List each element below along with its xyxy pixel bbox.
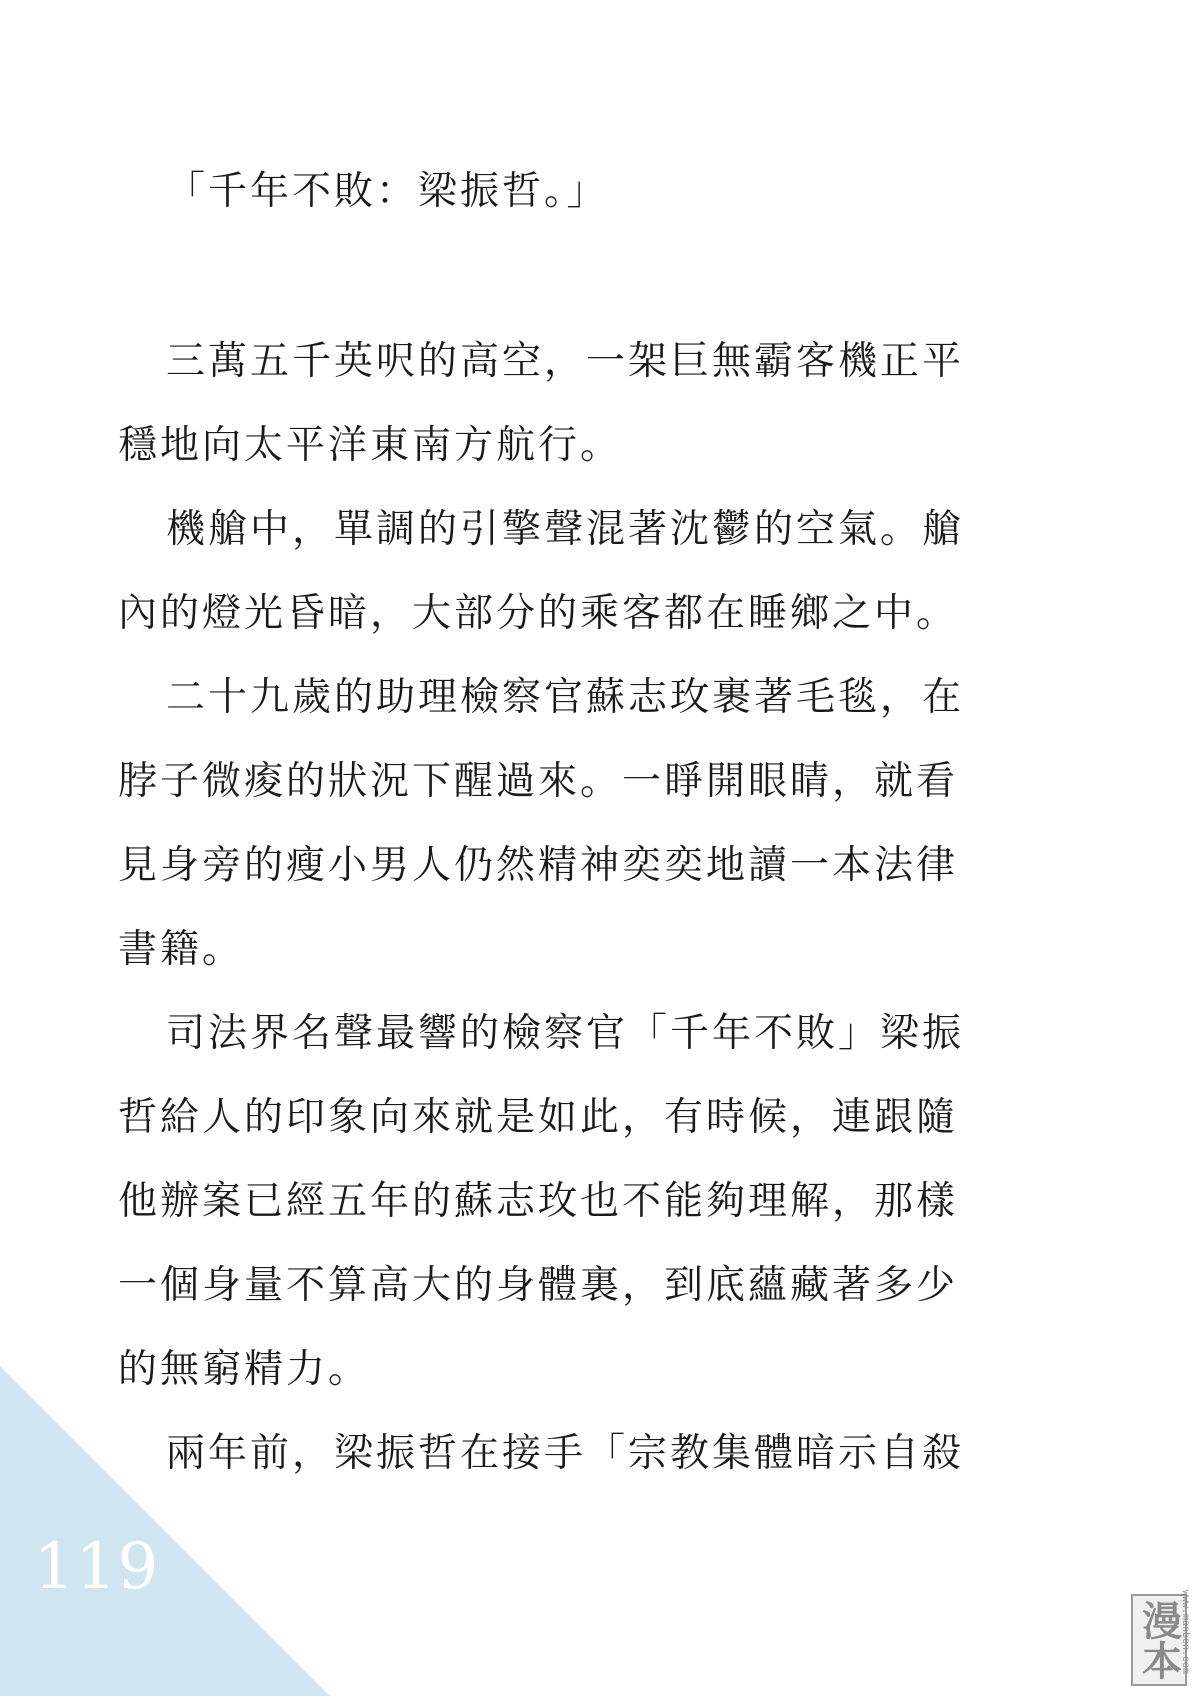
paragraph-gap: [118, 234, 1078, 320]
text-line: 的無窮精力。: [118, 1347, 371, 1392]
text-line: 脖子微痠的狀況下醒過來。一睜開眼睛，就看: [118, 759, 959, 804]
text-line: 司法界名聲最響的檢察官「千年不敗」梁振: [166, 1011, 965, 1056]
text-line: 二十九歲的助理檢察官蘇志玫裹著毛毯，在: [166, 675, 965, 720]
watermark-logo: 漫本: [1131, 1594, 1187, 1686]
text-line: 機艙中，單調的引擎聲混著沈鬱的空氣。艙: [166, 507, 965, 552]
text-line: 書籍。: [118, 927, 245, 972]
text-line: 「千年不敗：梁振哲。」: [166, 169, 609, 214]
text-line: 哲給人的印象向來就是如此，有時候，連跟隨: [118, 1095, 959, 1140]
body-text: [118, 150, 1078, 1496]
text-line: 三萬五千英呎的高空，一架巨無霸客機正平: [166, 339, 965, 384]
watermark: [1128, 1546, 1190, 1686]
page-number: 119: [34, 1530, 160, 1604]
text-line: 兩年前，梁振哲在接手「宗教集體暗示自殺: [166, 1431, 965, 1476]
text-line: 見身旁的瘦小男人仍然精神奕奕地讀一本法律: [118, 843, 959, 888]
text-line: 穩地向太平洋東南方航行。: [118, 423, 623, 468]
text-line: 他辦案已經五年的蘇志玫也不能夠理解，那樣: [118, 1179, 959, 1224]
watermark-url: www.manben.com: [1179, 1589, 1190, 1674]
text-line: 內的燈光昏暗，大部分的乘客都在睡鄉之中。: [118, 591, 959, 636]
text-line: 一個身量不算高大的身體裏，到底蘊藏著多少: [118, 1263, 959, 1308]
